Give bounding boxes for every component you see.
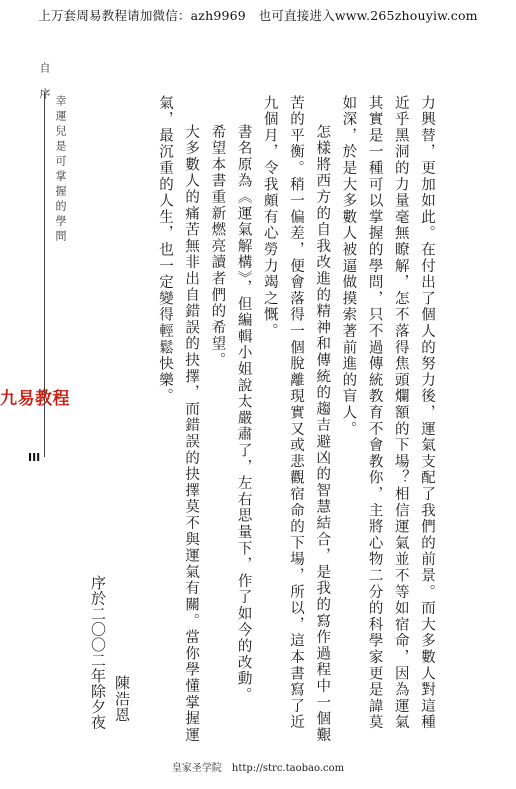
page-number: III bbox=[28, 451, 41, 464]
book-subtitle: 幸運兒是可掌握的學問 bbox=[54, 95, 67, 245]
header-banner: 上万套周易教程请加微信：azh9969 也可直接进入www.265zhouyiw.com bbox=[38, 8, 478, 23]
signature-author: 陳浩恩 bbox=[113, 675, 131, 723]
chapter-label: 自 序 bbox=[38, 62, 51, 101]
preface-body bbox=[135, 95, 440, 745]
footer-banner: 皇家圣学院 http://strc.taobao.com bbox=[171, 763, 345, 774]
paragraph-3: 書名原為《運氣解構》，但編輯小姐說太嚴肅了，左右思量下，作了如今的改動。 bbox=[235, 124, 252, 704]
paragraph-2: 怎樣將西方的自我改進的精神和傳統的趨吉避凶的智慧結合，是我的寫作過程中一個艱苦的平衡。稍一偏差，便會落得一個脫離現實又或悲觀宿命的下場，所以，這本書寫了近九個月，令我頗有心勞力竭之慨。 bbox=[261, 95, 331, 744]
paragraph-1: 力興替，更加如此。在付出了個人的努力後，運氣支配了我們的前景。而大多數人對這種近乎黑洞的力量毫無瞭解，怎不落得焦頭爛額的下場？相信運氣並不等如宿命，因為運氣其實是一種可以掌握的學問，只不過傳統教育不會教你，主將心物二分的科學家更是諱莫如深，於是大多數人被逼做摸索著前進的盲人。 bbox=[340, 95, 435, 731]
signature-date: 序於二〇〇二年除夕夜 bbox=[89, 575, 107, 730]
paragraph-4: 希望本書重新燃亮讀者們的希望。 bbox=[209, 124, 226, 369]
watermark-logo: 九易教程 bbox=[0, 389, 70, 409]
paragraph-5: 大多數人的痛苦無非出自錯誤的抉擇，而錯誤的抉擇莫不與運氣有關。當你學懂掌握運氣，最沉重的人生，也一定變得輕鬆快樂。 bbox=[156, 95, 200, 744]
